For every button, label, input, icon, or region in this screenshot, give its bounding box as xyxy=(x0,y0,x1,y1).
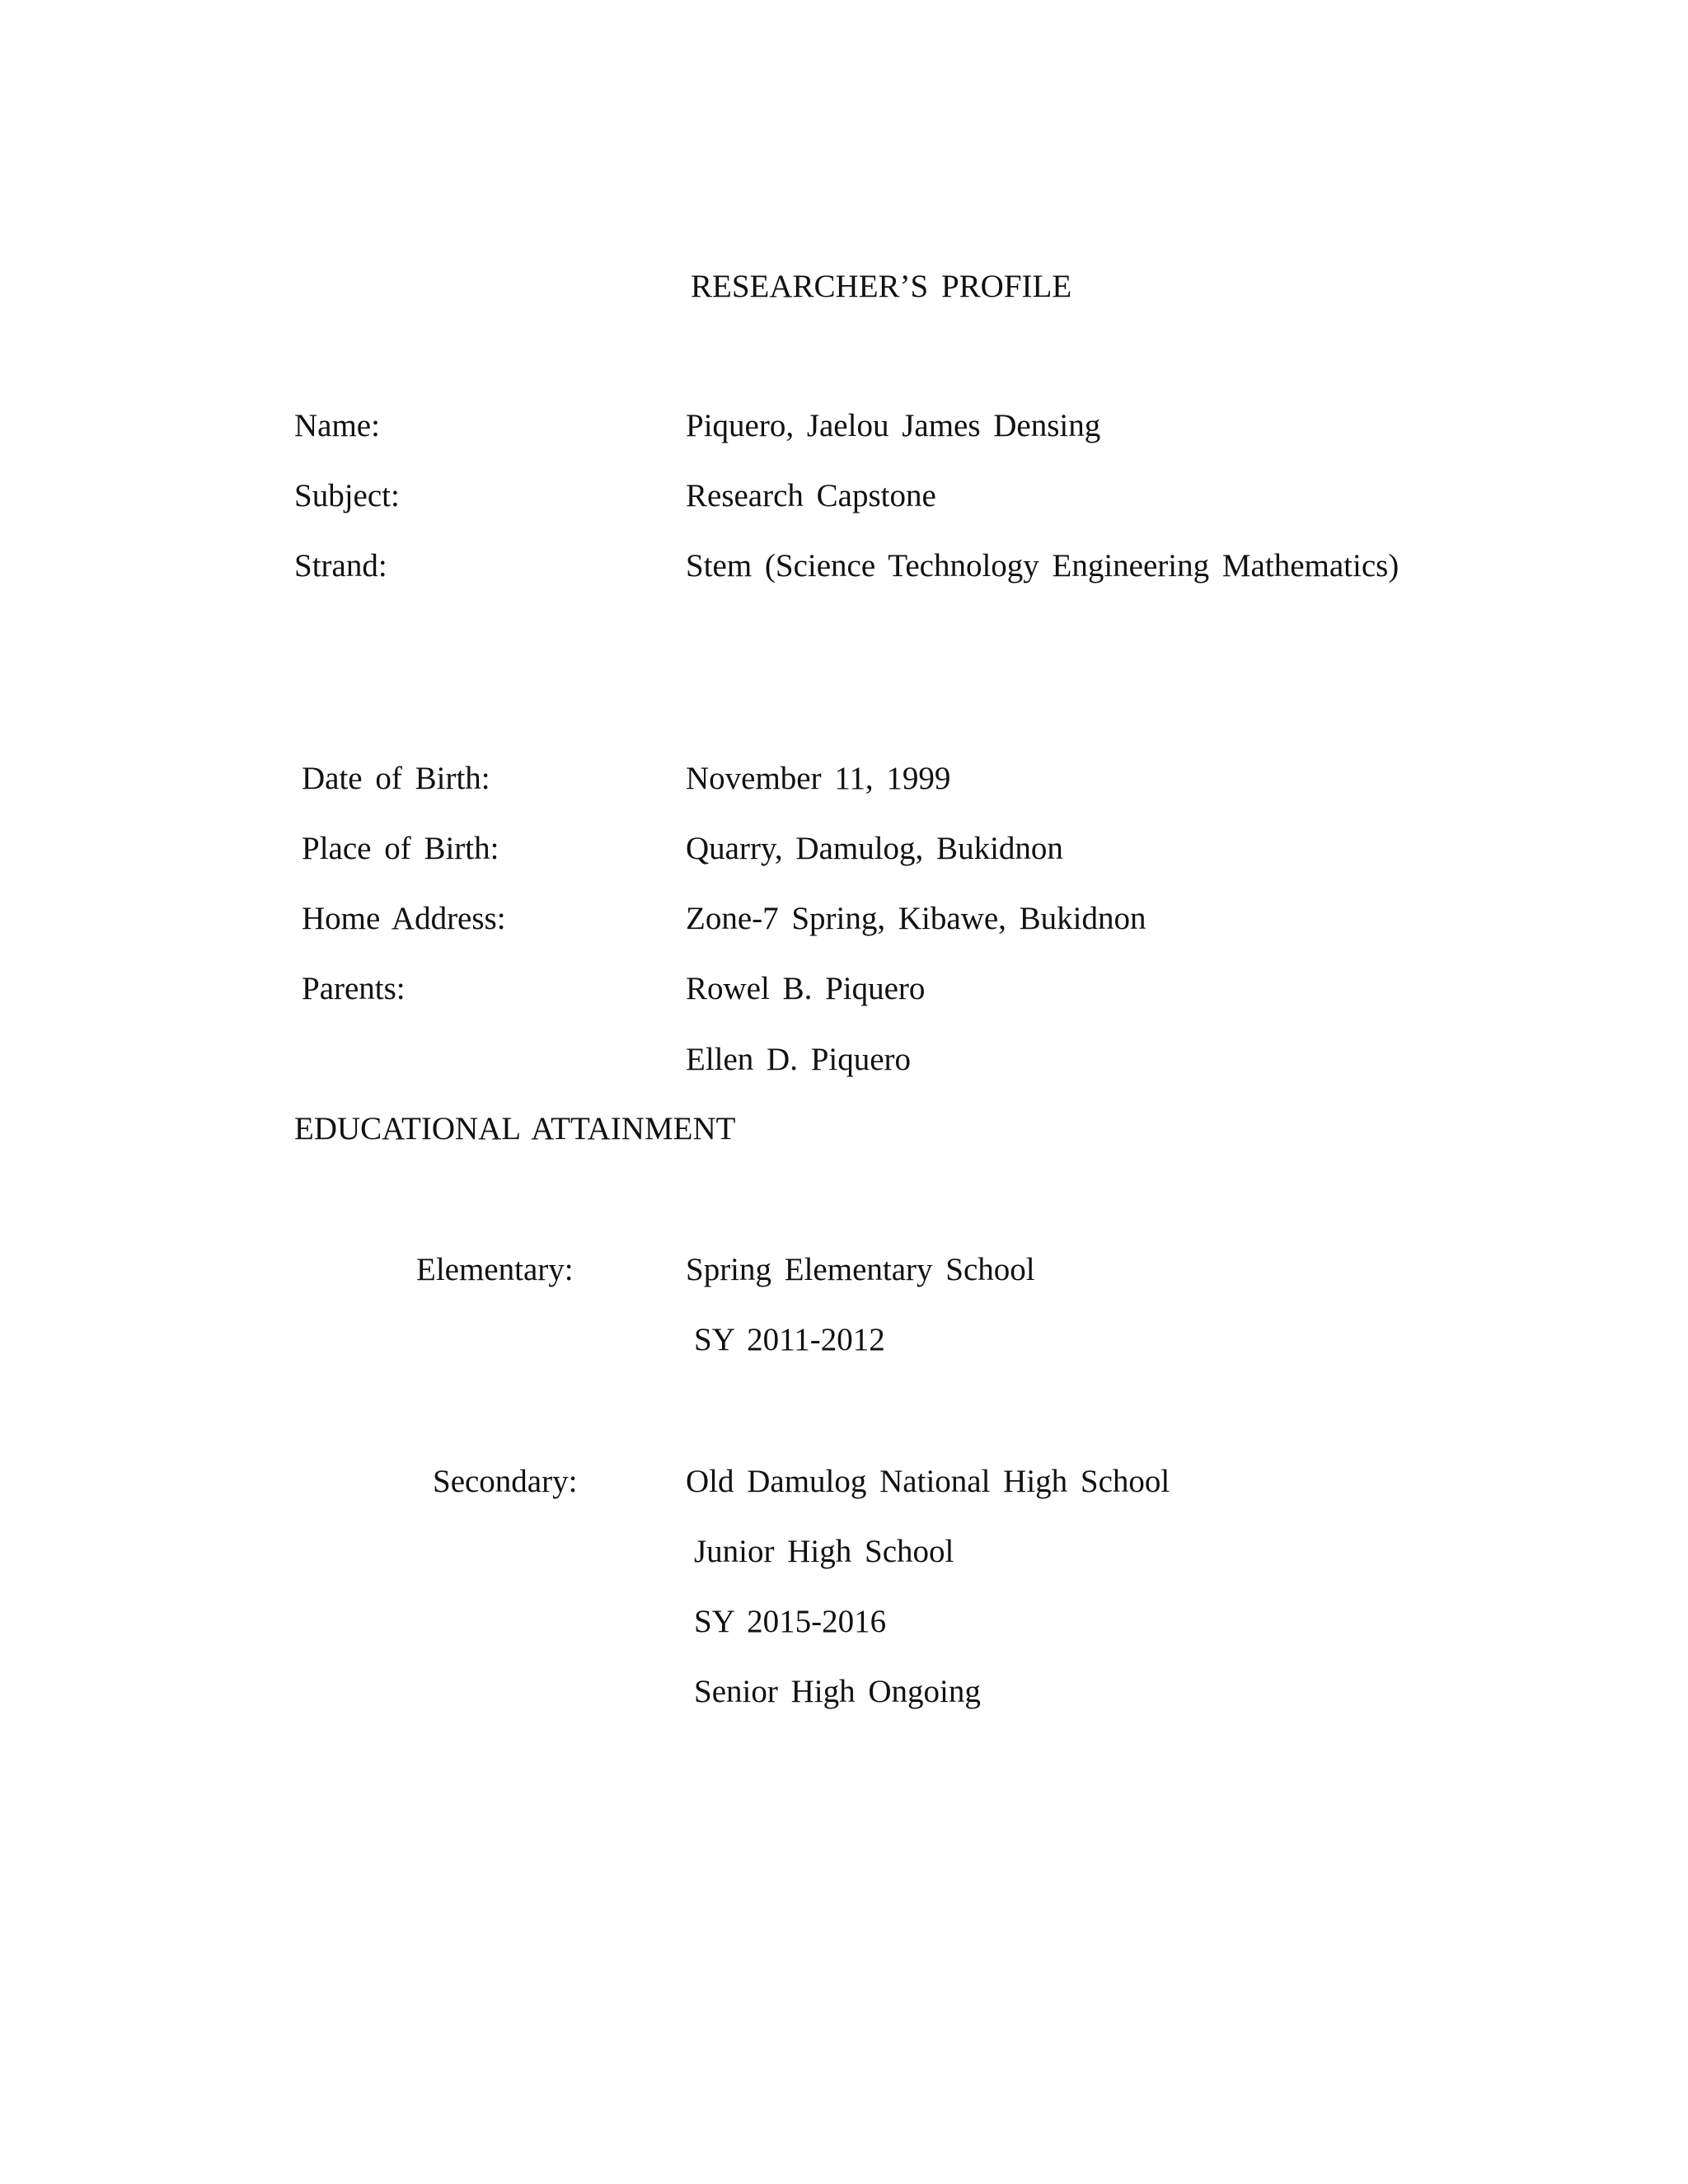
elementary-school-year: SY 2011-2012 xyxy=(694,1322,885,1357)
secondary-school: Old Damulog National High School xyxy=(686,1464,1170,1499)
name-value: Piquero, Jaelou James Densing xyxy=(686,408,1101,443)
elementary-school: Spring Elementary School xyxy=(686,1252,1035,1287)
subject-label: Subject: xyxy=(294,478,400,513)
secondary-school-year: SY 2015-2016 xyxy=(694,1604,887,1639)
page-title: RESEARCHER’S PROFILE xyxy=(691,269,1072,304)
place-of-birth-label: Place of Birth: xyxy=(302,831,499,866)
subject-value: Research Capstone xyxy=(686,478,936,513)
junior-high-label: Junior High School xyxy=(694,1534,954,1569)
education-heading: EDUCATIONAL ATTAINMENT xyxy=(294,1111,736,1146)
home-address-label: Home Address: xyxy=(302,901,506,936)
parent-mother: Ellen D. Piquero xyxy=(686,1042,912,1077)
parents-label: Parents: xyxy=(302,971,406,1006)
strand-value: Stem (Science Technology Engineering Mathematics) xyxy=(686,548,1400,583)
date-of-birth-label: Date of Birth: xyxy=(302,761,490,796)
name-label: Name: xyxy=(294,408,380,443)
secondary-label: Secondary: xyxy=(433,1464,578,1499)
strand-label: Strand: xyxy=(294,548,387,583)
senior-high-status: Senior High Ongoing xyxy=(694,1674,981,1709)
place-of-birth-value: Quarry, Damulog, Bukidnon xyxy=(686,831,1063,866)
parent-father: Rowel B. Piquero xyxy=(686,971,926,1006)
elementary-label: Elementary: xyxy=(416,1252,574,1287)
home-address-value: Zone-7 Spring, Kibawe, Bukidnon xyxy=(686,901,1146,936)
date-of-birth-value: November 11, 1999 xyxy=(686,761,951,796)
